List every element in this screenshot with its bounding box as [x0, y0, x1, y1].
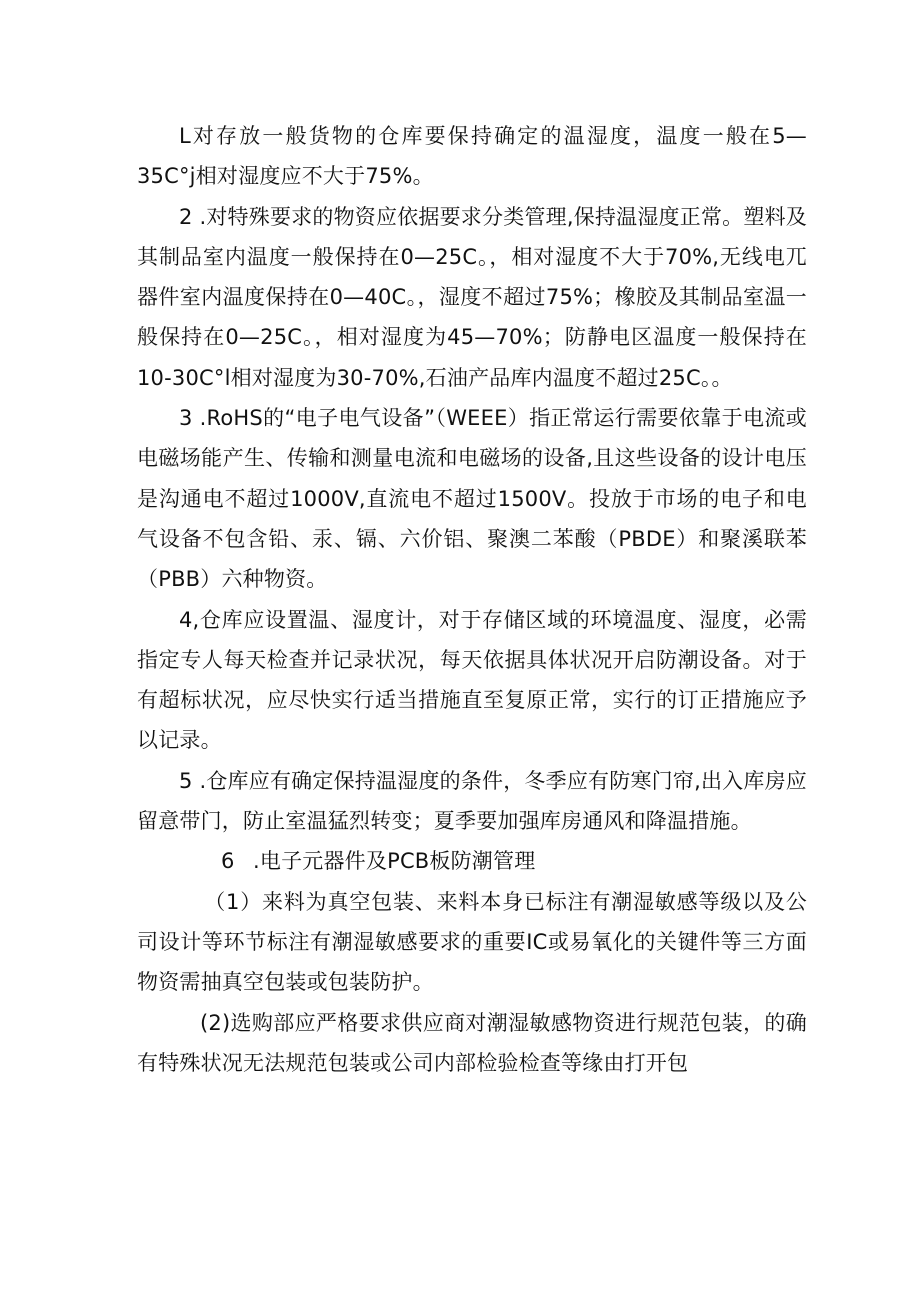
section-title: .电子元器件及PCB板防潮管理 — [253, 849, 536, 874]
document-body — [137, 116, 807, 1083]
paragraph-rohs: 3 .RoHS的“电子电气设备”（WEEE）指正常运行需要依靠于电流或电磁场能产生、传输和测量电流和电磁场的设备,且这些设备的设计电压是沟通电不超过1000V,直流电不超过1500V。投放于市场的电子和电气设备不包含铅、汞、镉、六价铝、聚澳二苯酸（PBDE）和聚溪联苯（PBB）六种物资。 — [137, 406, 807, 592]
paragraph-storage-general: L对存放一般货物的仓库要保持确定的温湿度，温度一般在5—35C°j相对湿度应不大于75%。 — [137, 124, 807, 189]
paragraph-special-materials: 2 .对特殊要求的物资应依据要求分类管理,保持温湿度正常。塑料及其制品室内温度一般保持在0—25C。，相对湿度不大于70%,无线电兀器件室内温度保持在0—40C。，湿度不超过75%；橡胶及其制品室温一般保持在0—25C。，相对湿度为45—70%；防静电区温度一般保持在10-30C°l相对湿度为30-70%,石油产品库内温度不超过25C。。 — [137, 204, 807, 390]
sub-paragraph-vacuum-packaging: （1）来料为真空包装、来料本身已标注有潮湿敏感等级以及公司设计等环节标注有潮湿敏感要求的重要IC或易氧化的关键件等三方面物资需抽真空包装或包装防护。 — [137, 889, 807, 995]
section-number: 6 — [221, 849, 235, 874]
paragraph-warehouse-conditions: 5 .仓库应有确定保持温湿度的条件，冬季应有防寒门帘,出入库房应留意带门，防止室温猛烈转变；夏季要加强库房通风和降温措施。 — [137, 768, 807, 834]
paragraph-hygrometer: 4,仓库应设置温、湿度计，对于存储区域的环境温度、湿度，必需指定专人每天检查并记录状况，每天依据具体状况开启防潮设备。对于有超标状况，应尽快实行适当措施直至复原正常，实行的订正措施应予以记录。 — [137, 607, 807, 753]
section-heading-moisture — [137, 841, 807, 881]
sub-paragraph-procurement: (2)选购部应严格要求供应商对潮湿敏感物资进行规范包装，的确有特殊状况无法规范包装或公司内部检验检查等缘由打开包 — [137, 1010, 807, 1075]
